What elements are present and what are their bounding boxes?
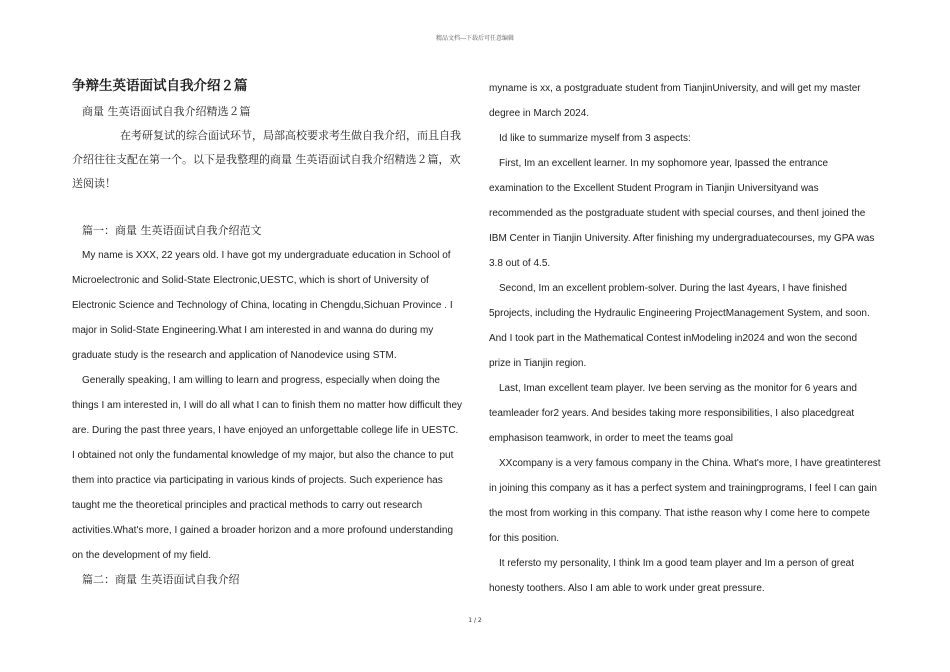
body-paragraph: Last, Iman excellent team player. Ive been serving as the monitor for 6 years and teamleader for2 years. And besides taking more responsibilities, I also placedgreat emphasison teamwork, in order to meet the teams goal: [489, 383, 857, 444]
document-title: 争辩生英语面试自我介绍２篇: [72, 78, 248, 94]
spacer: [72, 196, 462, 219]
body-paragraph: My name is XXX, 22 years old. I have got my undergraduate education in School of Microelectronic and Solid-State Electronic,UESTC, which is short of University of Electronic Science and Technology of China, locating in Chengdu,Sichuan Province . I major in Solid-State Engineering.What I am interested in and wanna do during my graduate study is the research and application of Nanodevice using STM.: [72, 250, 453, 361]
page-number: 1 / 2: [468, 617, 482, 624]
body-paragraph: Id like to summarize myself from 3 aspects:: [499, 133, 691, 144]
left-column: [72, 76, 462, 592]
body-paragraph: First, Im an excellent learner. In my sophomore year, Ipassed the entrance examination to the Excellent Student Program in Tianjin Universityand was recommended as the postgraduate student with special courses, and thenI joined the IBM Center in Tianjin University. After finishing my undergraduatecourses, my GPA was 3.8 out of 4.5.: [489, 158, 875, 269]
page-header: 精品文档---下载后可任意编辑: [435, 35, 515, 42]
section-heading-1: 篇一：商量 生英语面试自我介绍范文: [82, 224, 262, 237]
right-column: [489, 76, 881, 601]
body-paragraph: It refersto my personality, I think Im a good team player and Im a person of great honesty toothers. Also I am able to work under great pressure.: [489, 558, 854, 594]
body-paragraph: Generally speaking, I am willing to learn and progress, especially when doing the things I am interested in, I will do all what I can to finish them no matter how difficult they are. During the past three years, I have enjoyed an unforgettable college life in UESTC. I obtained not only the fundamental knowledge of my major, but also the chance to put them into practice via participating in various kinds of projects. Such experience has taught me the theoretical principles and practical methods to carry out research activities.What's more, I gained a broader horizon and a more profound understanding on the development of my field.: [72, 375, 463, 561]
intro-paragraph: 在考研复试的综合面试环节，局部高校要求考生做自我介绍，而且自我介绍往往支配在第一个。以下是我整理的商量 生英语面试自我介绍精选２篇，欢送阅读！: [72, 129, 461, 190]
body-paragraph: XXcompany is a very famous company in the China. What's more, I have greatinterest in joining this company as it has a perfect system and trainingprograms, I feel I can gain the most from working in this company. That isthe reason why I come here to compete for this position.: [489, 458, 881, 544]
body-paragraph: myname is xx, a postgraduate student from TianjinUniversity, and will get my master degree in March 2024.: [489, 83, 861, 119]
section-heading-2: 篇二：商量 生英语面试自我介绍: [82, 573, 240, 586]
body-paragraph: Second, Im an excellent problem-solver. During the last 4years, I have finished 5projects, including the Hydraulic Engineering ProjectManagement System, and soon. And I took part in the Mathematical Contest inModeling in2024 and won the second prize in Tianjin region.: [489, 283, 870, 369]
document-subtitle: 商量 生英语面试自我介绍精选２篇: [82, 105, 251, 118]
